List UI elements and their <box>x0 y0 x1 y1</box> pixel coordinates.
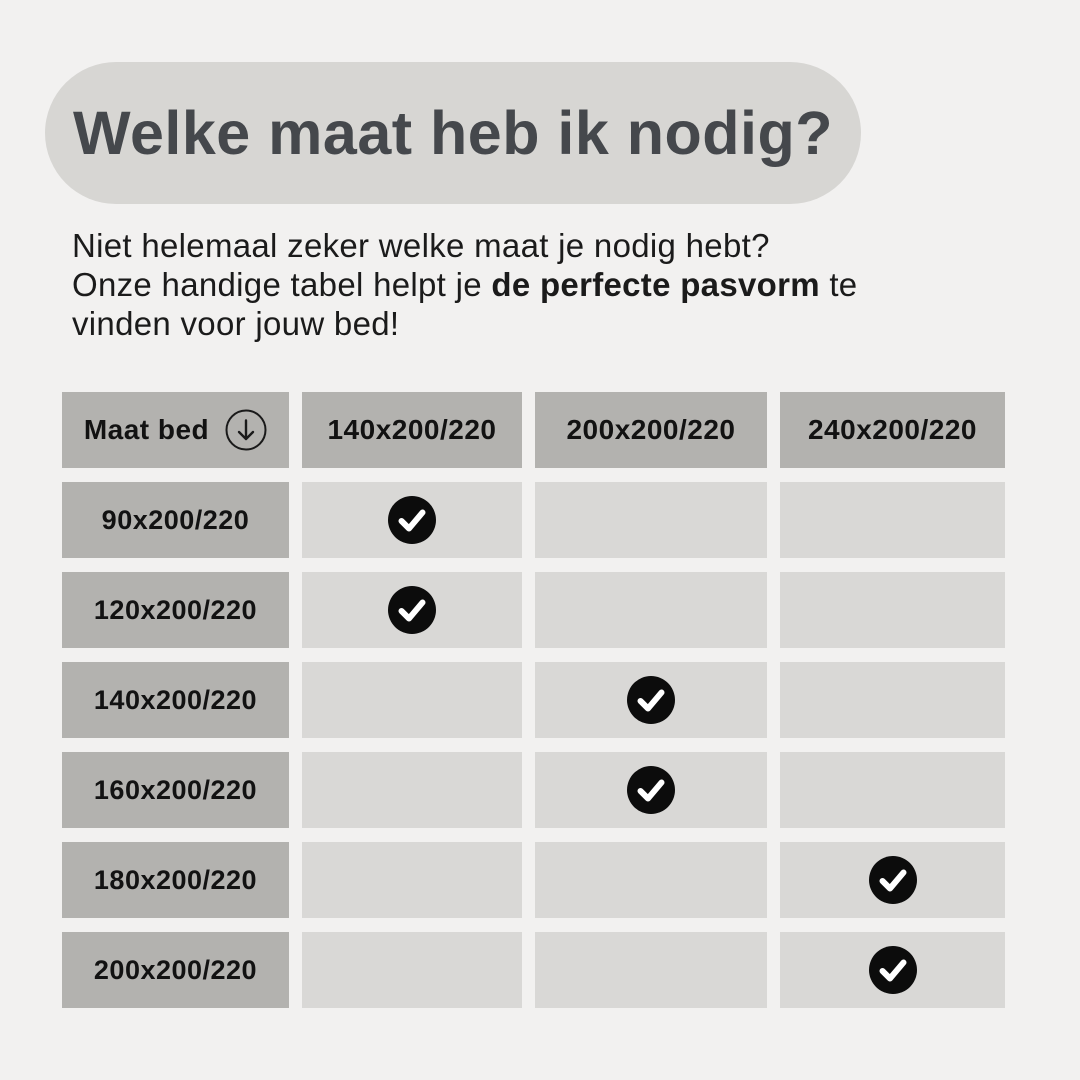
table-cell <box>780 752 1005 828</box>
row-label: 160x200/220 <box>62 752 289 828</box>
maat-bed-label: Maat bed <box>83 414 210 445</box>
table-cell <box>302 572 522 648</box>
page-title: Welke maat heb ik nodig? <box>73 99 833 167</box>
table-cell <box>535 572 767 648</box>
check-icon <box>388 586 436 634</box>
table-cell <box>535 662 767 738</box>
check-icon <box>388 496 436 544</box>
table-header-col-2: 200x200/220 <box>535 392 767 468</box>
row-label: 140x200/220 <box>62 662 289 738</box>
table-cell <box>780 842 1005 918</box>
check-icon <box>869 946 917 994</box>
table-cell <box>535 752 767 828</box>
intro-line-2-bold: de perfecte pasvorm <box>491 266 820 303</box>
intro-line-3: vinden voor jouw bed! <box>72 305 400 342</box>
table-cell <box>780 662 1005 738</box>
check-icon <box>869 856 917 904</box>
table-header-maat-bed <box>62 392 289 468</box>
arrow-down-circle-icon <box>225 409 267 451</box>
table-cell <box>780 482 1005 558</box>
table-cell <box>535 482 767 558</box>
table-cell <box>302 752 522 828</box>
table-cell <box>302 482 522 558</box>
size-table <box>62 392 1005 1008</box>
check-icon <box>627 676 675 724</box>
table-cell <box>535 932 767 1008</box>
table-cell <box>302 662 522 738</box>
table-cell <box>780 932 1005 1008</box>
table-header-col-3: 240x200/220 <box>780 392 1005 468</box>
intro-line-2-post: te <box>819 266 858 303</box>
table-header-col-1: 140x200/220 <box>302 392 522 468</box>
table-cell <box>302 842 522 918</box>
table-cell <box>302 932 522 1008</box>
table-cell <box>780 572 1005 648</box>
intro-line-2-pre: Onze handige tabel helpt je <box>72 266 492 303</box>
row-label: 180x200/220 <box>62 842 289 918</box>
intro-line-1: Niet helemaal zeker welke maat je nodig hebt? <box>72 227 770 264</box>
row-label: 120x200/220 <box>62 572 289 648</box>
title-pill <box>45 62 861 204</box>
row-label: 90x200/220 <box>62 482 289 558</box>
intro-text <box>72 226 992 343</box>
table-cell <box>535 842 767 918</box>
check-icon <box>627 766 675 814</box>
row-label: 200x200/220 <box>62 932 289 1008</box>
